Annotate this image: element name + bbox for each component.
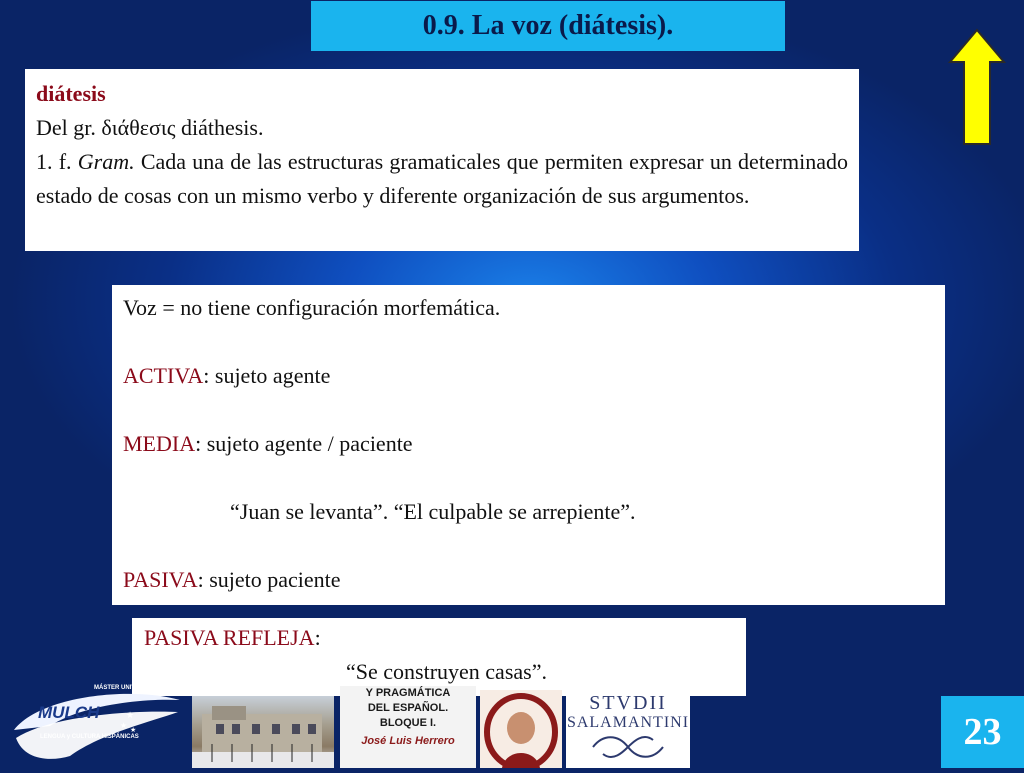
star-icon: ★ xyxy=(126,710,135,720)
master-label: MÁSTER UNIVERSITARIO xyxy=(94,685,168,691)
course-card xyxy=(340,686,476,768)
etymology-suffix: diáthesis. xyxy=(175,115,264,140)
definition-box xyxy=(25,69,859,251)
nebrija-seal xyxy=(480,690,562,768)
refleja-colon: : xyxy=(314,625,321,650)
card-line1: Y PRAGMÁTICA xyxy=(365,687,451,699)
star-icon: ★ xyxy=(130,726,137,734)
page-number: 23 xyxy=(941,696,1024,768)
card-line3: BLOQUE I. xyxy=(379,717,437,729)
refleja-label: PASIVA REFLEJA xyxy=(144,625,315,650)
mulch-text: MULCH xyxy=(38,703,100,722)
sense-text: Cada una de las estructuras gramaticales que permiten expresar un determinado estado de cosas con un mismo verbo y diferente organización de sus argumentos. xyxy=(36,149,849,208)
sense-number: 1. f. xyxy=(36,149,78,174)
definition-headword: diátesis xyxy=(36,81,106,106)
slide-title: 0.9. La voz (diátesis). xyxy=(311,1,785,51)
mulch-subtitle: LENGUA y CULTURA HISPÁNICAS xyxy=(40,734,139,740)
refleja-example: “Se construyen casas”. xyxy=(346,659,547,684)
media-label: MEDIA xyxy=(123,431,196,456)
media-example: “Juan se levanta”. “El culpable se arrepiente”. xyxy=(230,499,636,524)
activa-text: : sujeto agente xyxy=(203,363,331,388)
star-icon: ★ xyxy=(120,721,128,730)
voz-box xyxy=(112,285,945,605)
definition-etymology xyxy=(36,111,848,145)
sense-abbrev: Gram. xyxy=(77,149,135,174)
definition-sense xyxy=(36,145,848,213)
activa-line xyxy=(123,359,934,393)
refleja-box xyxy=(132,618,746,696)
building-photo xyxy=(192,696,334,768)
mulch-logo xyxy=(10,676,185,768)
pasiva-line xyxy=(123,563,934,597)
card-line2: DEL ESPAÑOL. xyxy=(367,702,449,714)
studii-line1: STVDII xyxy=(589,692,667,714)
pasiva-label: PASIVA xyxy=(123,567,198,592)
etymology-prefix: Del gr. xyxy=(36,115,102,140)
studii-line2: SALAMANTINI xyxy=(566,714,690,731)
studii-logo xyxy=(566,690,690,768)
etymology-greek: διάθεσις xyxy=(101,115,176,140)
media-text: : sujeto agente / paciente xyxy=(195,431,413,456)
activa-label: ACTIVA xyxy=(123,363,204,388)
ornament-icon xyxy=(583,732,673,762)
up-arrow-icon[interactable] xyxy=(948,28,1006,146)
pasiva-text: : sujeto paciente xyxy=(197,567,341,592)
voz-intro: Voz = no tiene configuración morfemática. xyxy=(123,295,501,320)
refleja-line xyxy=(144,621,734,655)
media-line xyxy=(123,427,934,461)
card-author: José Luis Herrero xyxy=(361,735,455,747)
